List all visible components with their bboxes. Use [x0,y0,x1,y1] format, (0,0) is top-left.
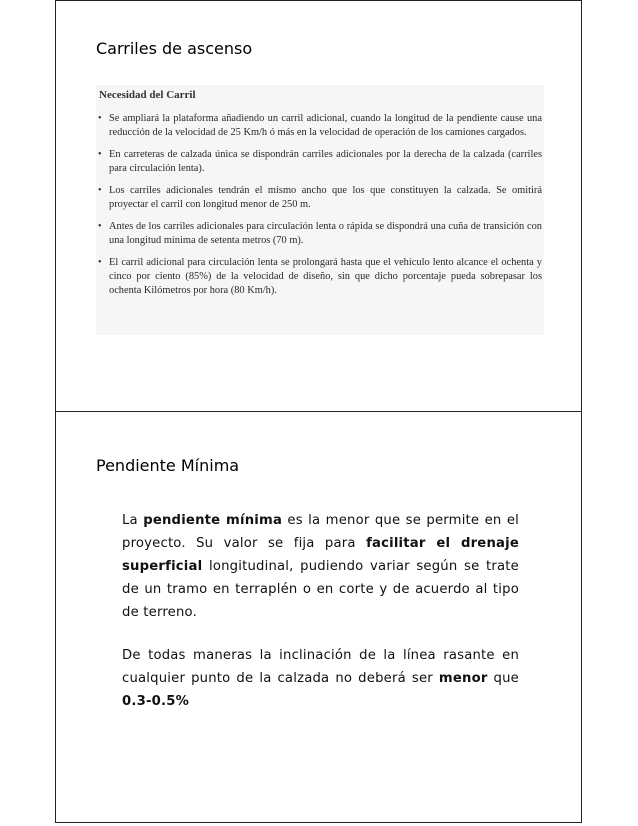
scan-heading: Necesidad del Carril [99,89,196,101]
bullet-icon: • [98,185,102,196]
list-item [96,184,542,212]
list-item-text: Los carriles adicionales tendrán el mismo ancho que los que constituyen la calzada. Se omitirá proyectar el carril con longitud menor de 250 m. [109,185,542,210]
bullet-icon: • [98,113,102,124]
list-item-text: Se ampliará la plataforma añadiendo un carril adicional, cuando la longitud de la pendiente cause una reducción de la velocidad de 25 Km/h ó más en la velocidad de operación de los camiones cargados. [109,113,542,138]
list-item [96,220,542,248]
list-item [96,148,542,176]
list-item-text: Antes de los carriles adicionales para circulación lenta o rápida se dispondrá una cuña de transición con una longitud mínima de setenta metros (70 m). [109,221,542,246]
slide-divider [56,411,581,412]
slide2-title: Pendiente Mínima [96,456,240,475]
slide1-title: Carriles de ascenso [96,39,253,58]
scan-bullet-list [96,112,542,306]
list-item-text: En carreteras de calzada única se dispondrán carriles adicionales por la derecha de la calzada (carriles para circulación lenta). [109,149,542,174]
text-run: que [487,671,519,686]
bold-term: menor [438,671,488,686]
paragraph-requirement [122,644,519,713]
scanned-text-image [96,85,544,335]
bold-term: facilitar el drenaje superficial [122,536,520,574]
bullet-icon: • [98,221,102,232]
text-run: De todas maneras la inclinación de la línea rasante en cualquier punto de la calzada no deberá ser [122,648,519,686]
list-item [96,112,542,140]
text-run: La [122,513,144,528]
bold-value: 0.3-0.5% [122,694,190,709]
bullet-icon: • [98,257,102,268]
text-run: es la menor que se permite en el proyecto. Su valor se fija para [122,513,519,551]
bold-term: pendiente mínima [143,513,283,528]
handout-page [55,0,582,823]
paragraph-definition [122,509,519,624]
bullet-icon: • [98,149,102,160]
list-item [96,256,542,298]
text-run: longitudinal, pudiendo variar según se trate de un tramo en terraplén o en corte y de acuerdo al tipo de terreno. [122,559,519,620]
slide2-body [122,509,519,733]
list-item-text: El carril adicional para circulación lenta se prolongará hasta que el vehículo lento alcance el ochenta y cinco por ciento (85%) de la velocidad de diseño, sin que dicho porcentaje pueda sobrepasar los ochenta Kilómetros por hora (80 Km/h). [109,257,542,296]
